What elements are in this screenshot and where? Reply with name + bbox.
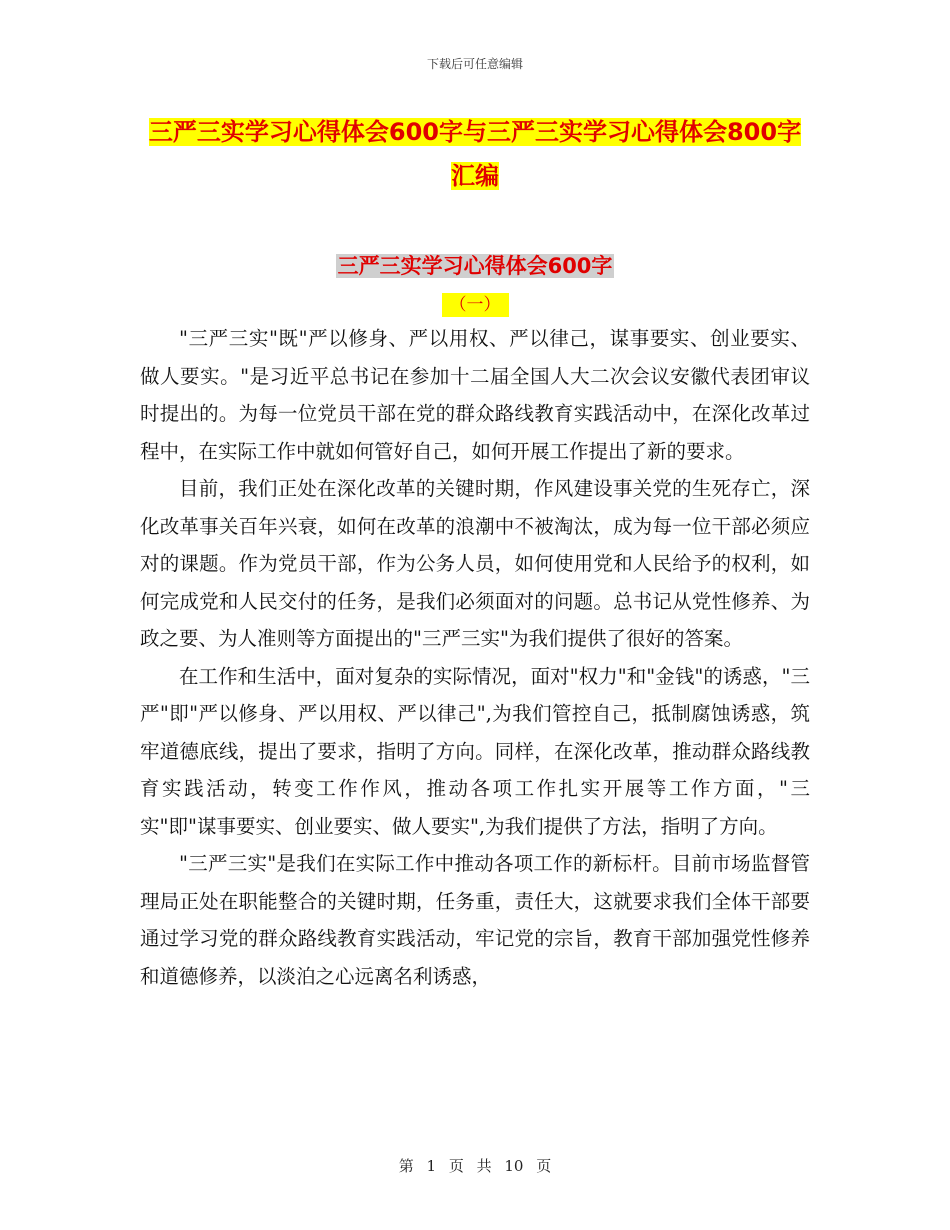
footer-mid: 页 共 xyxy=(448,1157,492,1175)
paragraph-2: 目前，我们正处在深化改革的关键时期，作风建设事关党的生死存亡，深化改革事关百年兴衰，如何在改革的浪潮中不被淘汰，成为每一位干部必须应对的课题。作为党员干部，作为公务人员，如何使用党和人民给予的权利，如何完成党和人民交付的任务，是我们必须面对的问题。总书记从党性修养、为政之要、为人准则等方面提出的"三严三实"为我们提供了很好的答案。 xyxy=(140,477,810,650)
paragraph-3: 在工作和生活中，面对复杂的实际情况，面对"权力"和"金钱"的诱惑，"三严"即"严以修身、严以用权、严以律己",为我们管控自己，抵制腐蚀诱惑，筑牢道德底线，提出了要求，指明了方向。同样，在深化改革，推动群众路线教育实践活动，转变工作作风，推动各项工作扎实开展等工作方面，"三实"即"谋事要实、创业要实、做人要实",为我们提供了方法，指明了方向。 xyxy=(140,664,810,838)
section-number-text: （一） xyxy=(442,293,509,317)
document-title xyxy=(140,110,810,198)
paragraph-4: "三严三实"是我们在实际工作中推动各项工作的新标杆。目前市场监督管理局正处在职能整合的关键时期，任务重，责任大，这就要求我们全体干部要通过学习党的群众路线教育实践活动，牢记党的宗旨，教育干部加强党性修养和道德修养，以淡泊之心远离名利诱惑， xyxy=(140,852,810,988)
section-title xyxy=(0,250,950,280)
footer-page-number: 1 xyxy=(426,1157,437,1175)
footer-prefix: 第 xyxy=(398,1157,414,1175)
document-body xyxy=(140,320,810,995)
paragraph-1: "三严三实"既"严以修身、严以用权、严以律己，谋事要实、创业要实、做人要实。"是习近平总书记在参加十二届全国人大二次会议安徽代表团审议时提出的。为每一位党员干部在党的群众路线教育实践活动中，在深化改革过程中，在实际工作中就如何管好自己，如何开展工作提出了新的要求。 xyxy=(140,327,810,463)
document-title-text: 三严三实学习心得体会600字与三严三实学习心得体会800字汇编 xyxy=(148,118,802,190)
footer-total-pages: 10 xyxy=(504,1157,524,1175)
footer-suffix: 页 xyxy=(536,1157,552,1175)
section-number xyxy=(0,290,950,315)
header-note: 下载后可任意编辑 xyxy=(426,57,523,71)
section-title-text: 三严三实学习心得体会600字 xyxy=(337,254,613,278)
page-footer xyxy=(0,1155,950,1176)
